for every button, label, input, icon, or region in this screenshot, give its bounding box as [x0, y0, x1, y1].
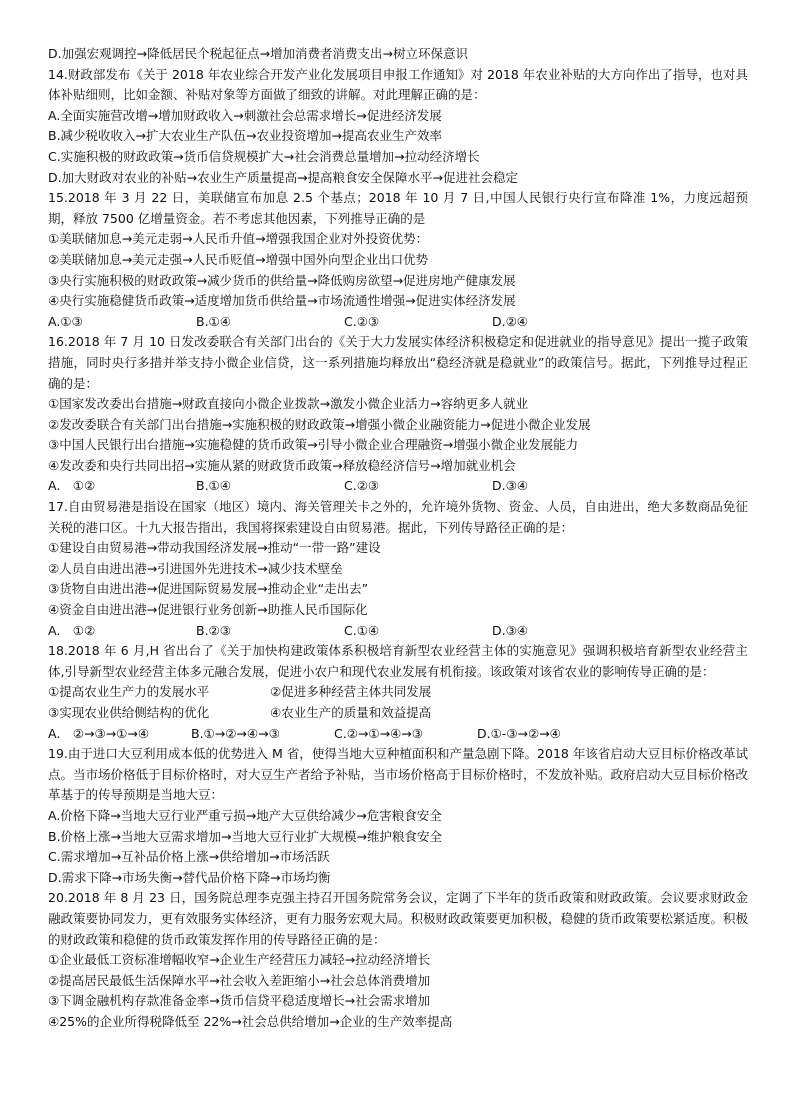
question-17-option-c: C.①④	[344, 622, 380, 638]
question-17-statement-2: ②人员自由进出港→引进国外先进技术→减少技术壁垒	[48, 560, 343, 576]
question-20-statement-4: ④25%的企业所得税降低至 22%→社会总供给增加→企业的生产效率提高	[48, 1013, 453, 1029]
question-14-option-c: C.实施积极的财政政策→货币信贷规模扩大→社会消费总量增加→拉动经济增长	[48, 148, 480, 164]
question-15-statement-2: ②美联储加息→美元走强→人民币贬值→增强中国外向型企业出口优势	[48, 251, 429, 267]
question-18-stem: 18.2018 年 6 月,H 省出台了《关于加快构建政策体系积极培育新型农业经营主体的实施意见》强调积极培育新型农业经营主体,引导新型农业经营主体多元融合发展，促进小农户和现代农业发展有机衔接。该政策对该省农业的影响传导正确的是：	[48, 643, 748, 679]
question-16-statement-3: ③中国人民银行出台措施→实施稳健的货币政策→引导小微企业合理融资→增强小微企业发展能力	[48, 437, 579, 453]
question-15-options	[48, 312, 748, 333]
question-16-statement-1: ①国家发改委出台措施→财政直接向小微企业拨款→激发小微企业活力→容纳更多人就业	[48, 396, 529, 412]
question-20-statement-1: ①企业最低工资标准增幅收窄→企业生产经营压力减轻→拉动经济增长	[48, 952, 431, 968]
question-17-stem: 17.自由贸易港是指设在国家（地区）境内、海关管理关卡之外的，允许境外货物、资金、人员，自由进出，绝大多数商品免征关税的港口区。十九大报告指出，我国将探索建设自由贸易港。据此，下列传导路径正确的是：	[48, 499, 748, 535]
question-15-option-c: C.②③	[344, 313, 380, 329]
option-d-prev: D.加强宏观调控→降低居民个税起征点→增加消费者消费支出→树立环保意识	[48, 46, 469, 61]
question-14-stem: 14.财政部发布《关于 2018 年农业综合开发产业化发展项目申报工作通知》对 2018 年农业补贴的大方向作出了指导，也对具体补贴细则，比如金额、补贴对象等方面做了细致的讲解。对此理解正确的是：	[48, 66, 748, 103]
question-19-option-a: A.价格下降→当地大豆行业严重亏损→地产大豆供给减少→危害粮食安全	[48, 807, 442, 823]
question-16-option-c: C.②③	[344, 478, 380, 494]
question-19-option-d: D.需求下降→市场失衡→替代品价格下降→市场均衡	[48, 869, 331, 885]
question-17-option-a: A. ①②	[48, 622, 96, 638]
question-18-statements-row-1	[48, 682, 748, 703]
question-16-stem: 16.2018 年 7 月 10 日发改委联合有关部门出台的《关于大力发展实体经济积极稳定和促进就业的指导意见》提出一揽子政策措施，同时央行多措并举支持小微企业信贷，这一系列措施均释放出“稳经济就是稳就业”的政策信号。据此，下列推导过程正确的是：	[48, 334, 748, 391]
question-19-option-b: B.价格上涨→当地大豆需求增加→当地大豆行业扩大规模→维护粮食安全	[48, 828, 442, 844]
question-18-statement-4: ④农业生产的质量和效益提高	[270, 705, 432, 720]
question-16-statement-4: ④发改委和央行共同出招→实施从紧的财政货币政策→释放稳经济信号→增加就业机会	[48, 457, 516, 473]
question-15-statement-1: ①美联储加息→美元走弱→人民币升值→增强我国企业对外投资优势：	[48, 231, 429, 247]
question-18-option-b: B.①→②→④→③	[191, 725, 280, 741]
question-15-stem: 15.2018 年 3 月 22 日，美联储宣布加息 2.5 个基点；2018 年 10 月 7 日,中国人民银行央行宣布降准 1%，力度远超预期，释放 7500 亿增量资金。若不考虑其他因素，下列推导正确的是	[48, 190, 748, 226]
question-20-stem: 20.2018 年 8 月 23 日，国务院总理李克强主持召开国务院常务会议，定调了下半年的货币政策和财政政策。会议要求财政金融政策要协同发力，更有效服务实体经济，更有力服务宏观大局。积极财政政策要更加积极，稳健的货币政策要松紧适度。积极的财政政策和稳健的货币政策发挥作用的传导路径正确的是：	[48, 890, 749, 947]
question-18-option-c: C.②→①→④→③	[334, 725, 423, 741]
question-20-statement-3: ③下调金融机构存款准备金率→货币信贷平稳适度增长→社会需求增加	[48, 993, 431, 1009]
question-15-option-d: D.②④	[492, 313, 529, 329]
question-18-statement-3: ③实现农业供给侧结构的优化	[48, 705, 210, 720]
question-18-statement-2: ②促进多种经营主体共同发展	[270, 684, 432, 700]
question-17-statement-3: ③货物自由进出港→促进国际贸易发展→推动企业“走出去”	[48, 581, 369, 597]
question-17-options	[48, 621, 748, 642]
question-15-option-b: B.①④	[196, 313, 231, 329]
question-15-statement-4: ④央行实施稳健货币政策→适度增加货币供给量→市场流通性增强→促进实体经济发展	[48, 293, 516, 309]
question-16-option-b: B.①④	[196, 478, 231, 494]
question-14-option-b: B.减少税收收入→扩大农业生产队伍→农业投资增加→提高农业生产效率	[48, 128, 442, 144]
question-18-statement-1: ①提高农业生产力的发展水平	[48, 684, 210, 700]
question-17-statement-1: ①建设自由贸易港→带动我国经济发展→推动“一带一路”建设	[48, 540, 381, 556]
question-16-option-d: D.③④	[492, 478, 529, 494]
question-19-option-c: C.需求增加→互补品价格上涨→供给增加→市场活跃	[48, 849, 330, 865]
question-14-option-a: A.全面实施营改增→增加财政收入→刺激社会总需求增长→促进经济发展	[48, 107, 442, 123]
question-15-option-a: A.①③	[48, 313, 83, 329]
question-20-statement-2: ②提高居民最低生活保障水平→社会收入差距缩小→社会总体消费增加	[48, 972, 431, 988]
question-17-statement-4: ④资金自由进出港→促进银行业务创新→助推人民币国际化	[48, 602, 368, 618]
question-16-option-a: A. ①②	[48, 478, 96, 494]
question-19-stem: 19.由于进口大豆利用成本低的优势进入 M 省，使得当地大豆种植面积和产量急剧下降。2018 年该省启动大豆目标价格改革试点。当市场价格低于目标价格时，对大豆生产者给予补贴，当市场价格高于目标价格时，不发放补贴。政府启动大豆目标价格改革基于的传导预期是当地大豆：	[48, 746, 749, 803]
question-18-options	[48, 724, 748, 745]
question-18-statements-row-2	[48, 703, 748, 724]
question-18-option-a: A. ②→③→①→④	[48, 725, 150, 741]
question-16-options	[48, 476, 748, 497]
question-14-option-d: D.加大财政对农业的补贴→农业生产质量提高→提高粮食安全保障水平→促进社会稳定	[48, 169, 519, 185]
exam-page	[48, 44, 748, 1033]
question-16-statement-2: ②发改委联合有关部门出台措施→实施积极的财政政策→增强小微企业融资能力→促进小微企业发展	[48, 416, 591, 432]
question-18-option-d: D.①-③→②→④	[477, 725, 561, 741]
question-17-option-b: B.②③	[196, 622, 231, 638]
question-17-option-d: D.③④	[492, 622, 529, 638]
question-15-statement-3: ③央行实施积极的财政政策→减少货币的供给量→降低购房欲望→促进房地产健康发展	[48, 272, 516, 288]
